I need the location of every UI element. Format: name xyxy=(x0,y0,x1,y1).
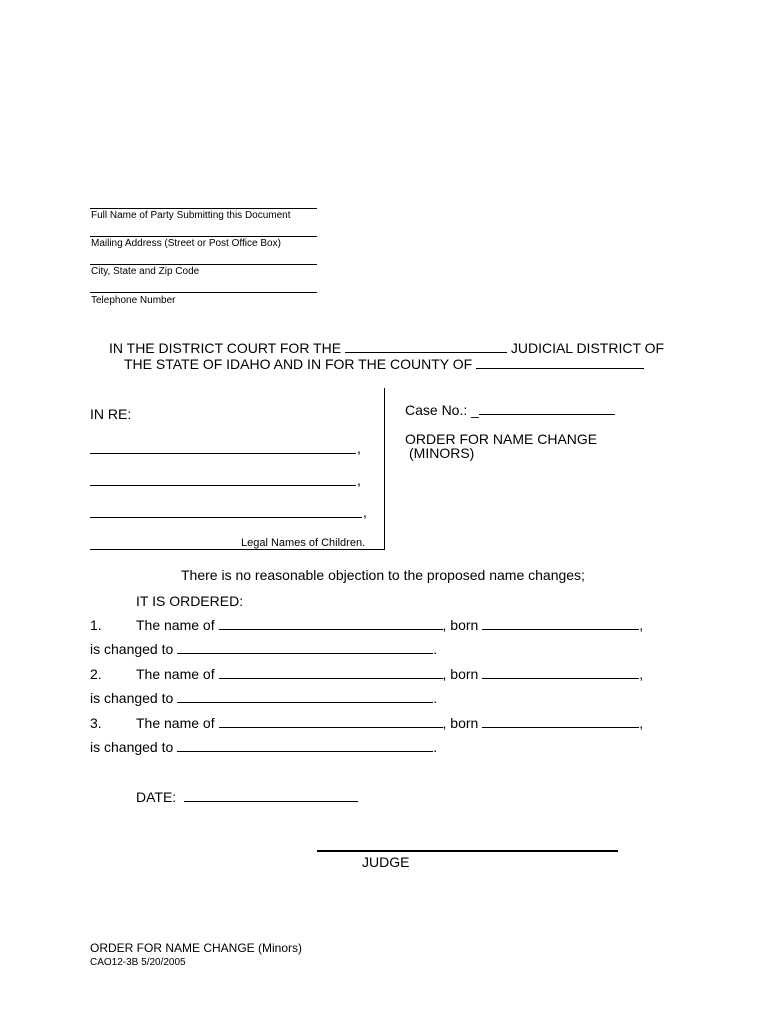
item-2-name-blank[interactable] xyxy=(219,666,443,679)
date-blank[interactable] xyxy=(184,789,358,802)
caption-divider xyxy=(384,388,385,550)
item-1-changed-row: is changed to . xyxy=(90,641,438,657)
item-1-name-of: The name of xyxy=(136,617,215,633)
footer-title: ORDER FOR NAME CHANGE (Minors) xyxy=(90,941,303,955)
item-3-name-of: The name of xyxy=(136,715,215,731)
mailing-address-line[interactable] xyxy=(90,236,317,237)
court-header-line1-b: JUDICIAL DISTRICT OF xyxy=(510,340,665,356)
item-1-changed-blank[interactable] xyxy=(177,641,433,654)
item-3-name-blank[interactable] xyxy=(219,715,443,728)
item-2-born: , born xyxy=(442,666,479,682)
in-re-label: IN RE: xyxy=(90,406,132,422)
ordered-text: IT IS ORDERED: xyxy=(136,593,244,609)
item-2-changed-blank[interactable] xyxy=(177,690,433,703)
item-number-2: 2. xyxy=(90,666,102,682)
full-name-label: Full Name of Party Submitting this Document xyxy=(91,210,291,221)
county-blank[interactable] xyxy=(476,356,644,369)
child-name-line-1[interactable] xyxy=(90,453,356,454)
item-1-row xyxy=(136,617,643,633)
full-name-line[interactable] xyxy=(90,208,317,209)
item-3-changed-label: is changed to xyxy=(90,739,174,755)
order-title-line2: (MINORS) xyxy=(409,445,475,461)
item-1-changed-label: is changed to xyxy=(90,641,174,657)
telephone-label: Telephone Number xyxy=(91,295,176,306)
item-2-changed-row: is changed to . xyxy=(90,690,438,706)
order-title-line1: ORDER FOR NAME CHANGE xyxy=(405,431,598,447)
item-3-born: , born xyxy=(442,715,479,731)
judicial-district-blank[interactable] xyxy=(345,340,507,353)
telephone-line[interactable] xyxy=(90,292,317,293)
case-number-underscore: _ xyxy=(471,402,479,418)
item-3-changed-row: is changed to . xyxy=(90,739,438,755)
item-1-name-blank[interactable] xyxy=(219,617,443,630)
city-state-zip-label: City, State and Zip Code xyxy=(91,266,200,277)
item-3-row xyxy=(136,715,643,731)
child-name-comma-2: , xyxy=(357,472,361,488)
case-number-label: Case No.: xyxy=(405,402,468,418)
intro-text: There is no reasonable objection to the proposed name changes; xyxy=(181,567,585,583)
date-row xyxy=(136,789,358,805)
court-header-line1 xyxy=(109,340,664,356)
item-2-row xyxy=(136,666,643,682)
item-2-comma: , xyxy=(639,666,644,682)
item-2-born-blank[interactable] xyxy=(482,666,639,679)
item-1-born: , born xyxy=(442,617,479,633)
court-header-line2 xyxy=(124,356,644,372)
child-name-line-3[interactable] xyxy=(90,517,362,518)
city-state-zip-line[interactable] xyxy=(90,264,317,265)
case-number-blank[interactable] xyxy=(479,402,615,415)
judge-signature-line[interactable] xyxy=(317,850,618,852)
case-number-row xyxy=(405,402,615,418)
caption-bottom-rule xyxy=(90,549,384,550)
item-2-name-of: The name of xyxy=(136,666,215,682)
court-header-line1-a: IN THE DISTRICT COURT FOR THE xyxy=(109,340,342,356)
footer-form-id: CAO12-3B 5/20/2005 xyxy=(90,957,186,968)
child-name-comma-3: , xyxy=(363,504,367,520)
child-name-line-2[interactable] xyxy=(90,485,356,486)
court-header-line2-text: THE STATE OF IDAHO AND IN FOR THE COUNTY OF xyxy=(124,356,473,372)
item-number-1: 1. xyxy=(90,617,102,633)
child-name-comma-1: , xyxy=(357,440,361,456)
item-3-born-blank[interactable] xyxy=(482,715,639,728)
mailing-address-label: Mailing Address (Street or Post Office Box) xyxy=(91,238,281,249)
date-label: DATE: xyxy=(136,789,177,805)
item-number-3: 3. xyxy=(90,715,102,731)
item-1-comma: , xyxy=(639,617,644,633)
item-3-comma: , xyxy=(639,715,644,731)
legal-names-label: Legal Names of Children. xyxy=(241,537,366,549)
item-1-born-blank[interactable] xyxy=(482,617,639,630)
judge-label: JUDGE xyxy=(362,854,410,870)
item-2-changed-label: is changed to xyxy=(90,690,174,706)
item-3-changed-blank[interactable] xyxy=(177,739,433,752)
